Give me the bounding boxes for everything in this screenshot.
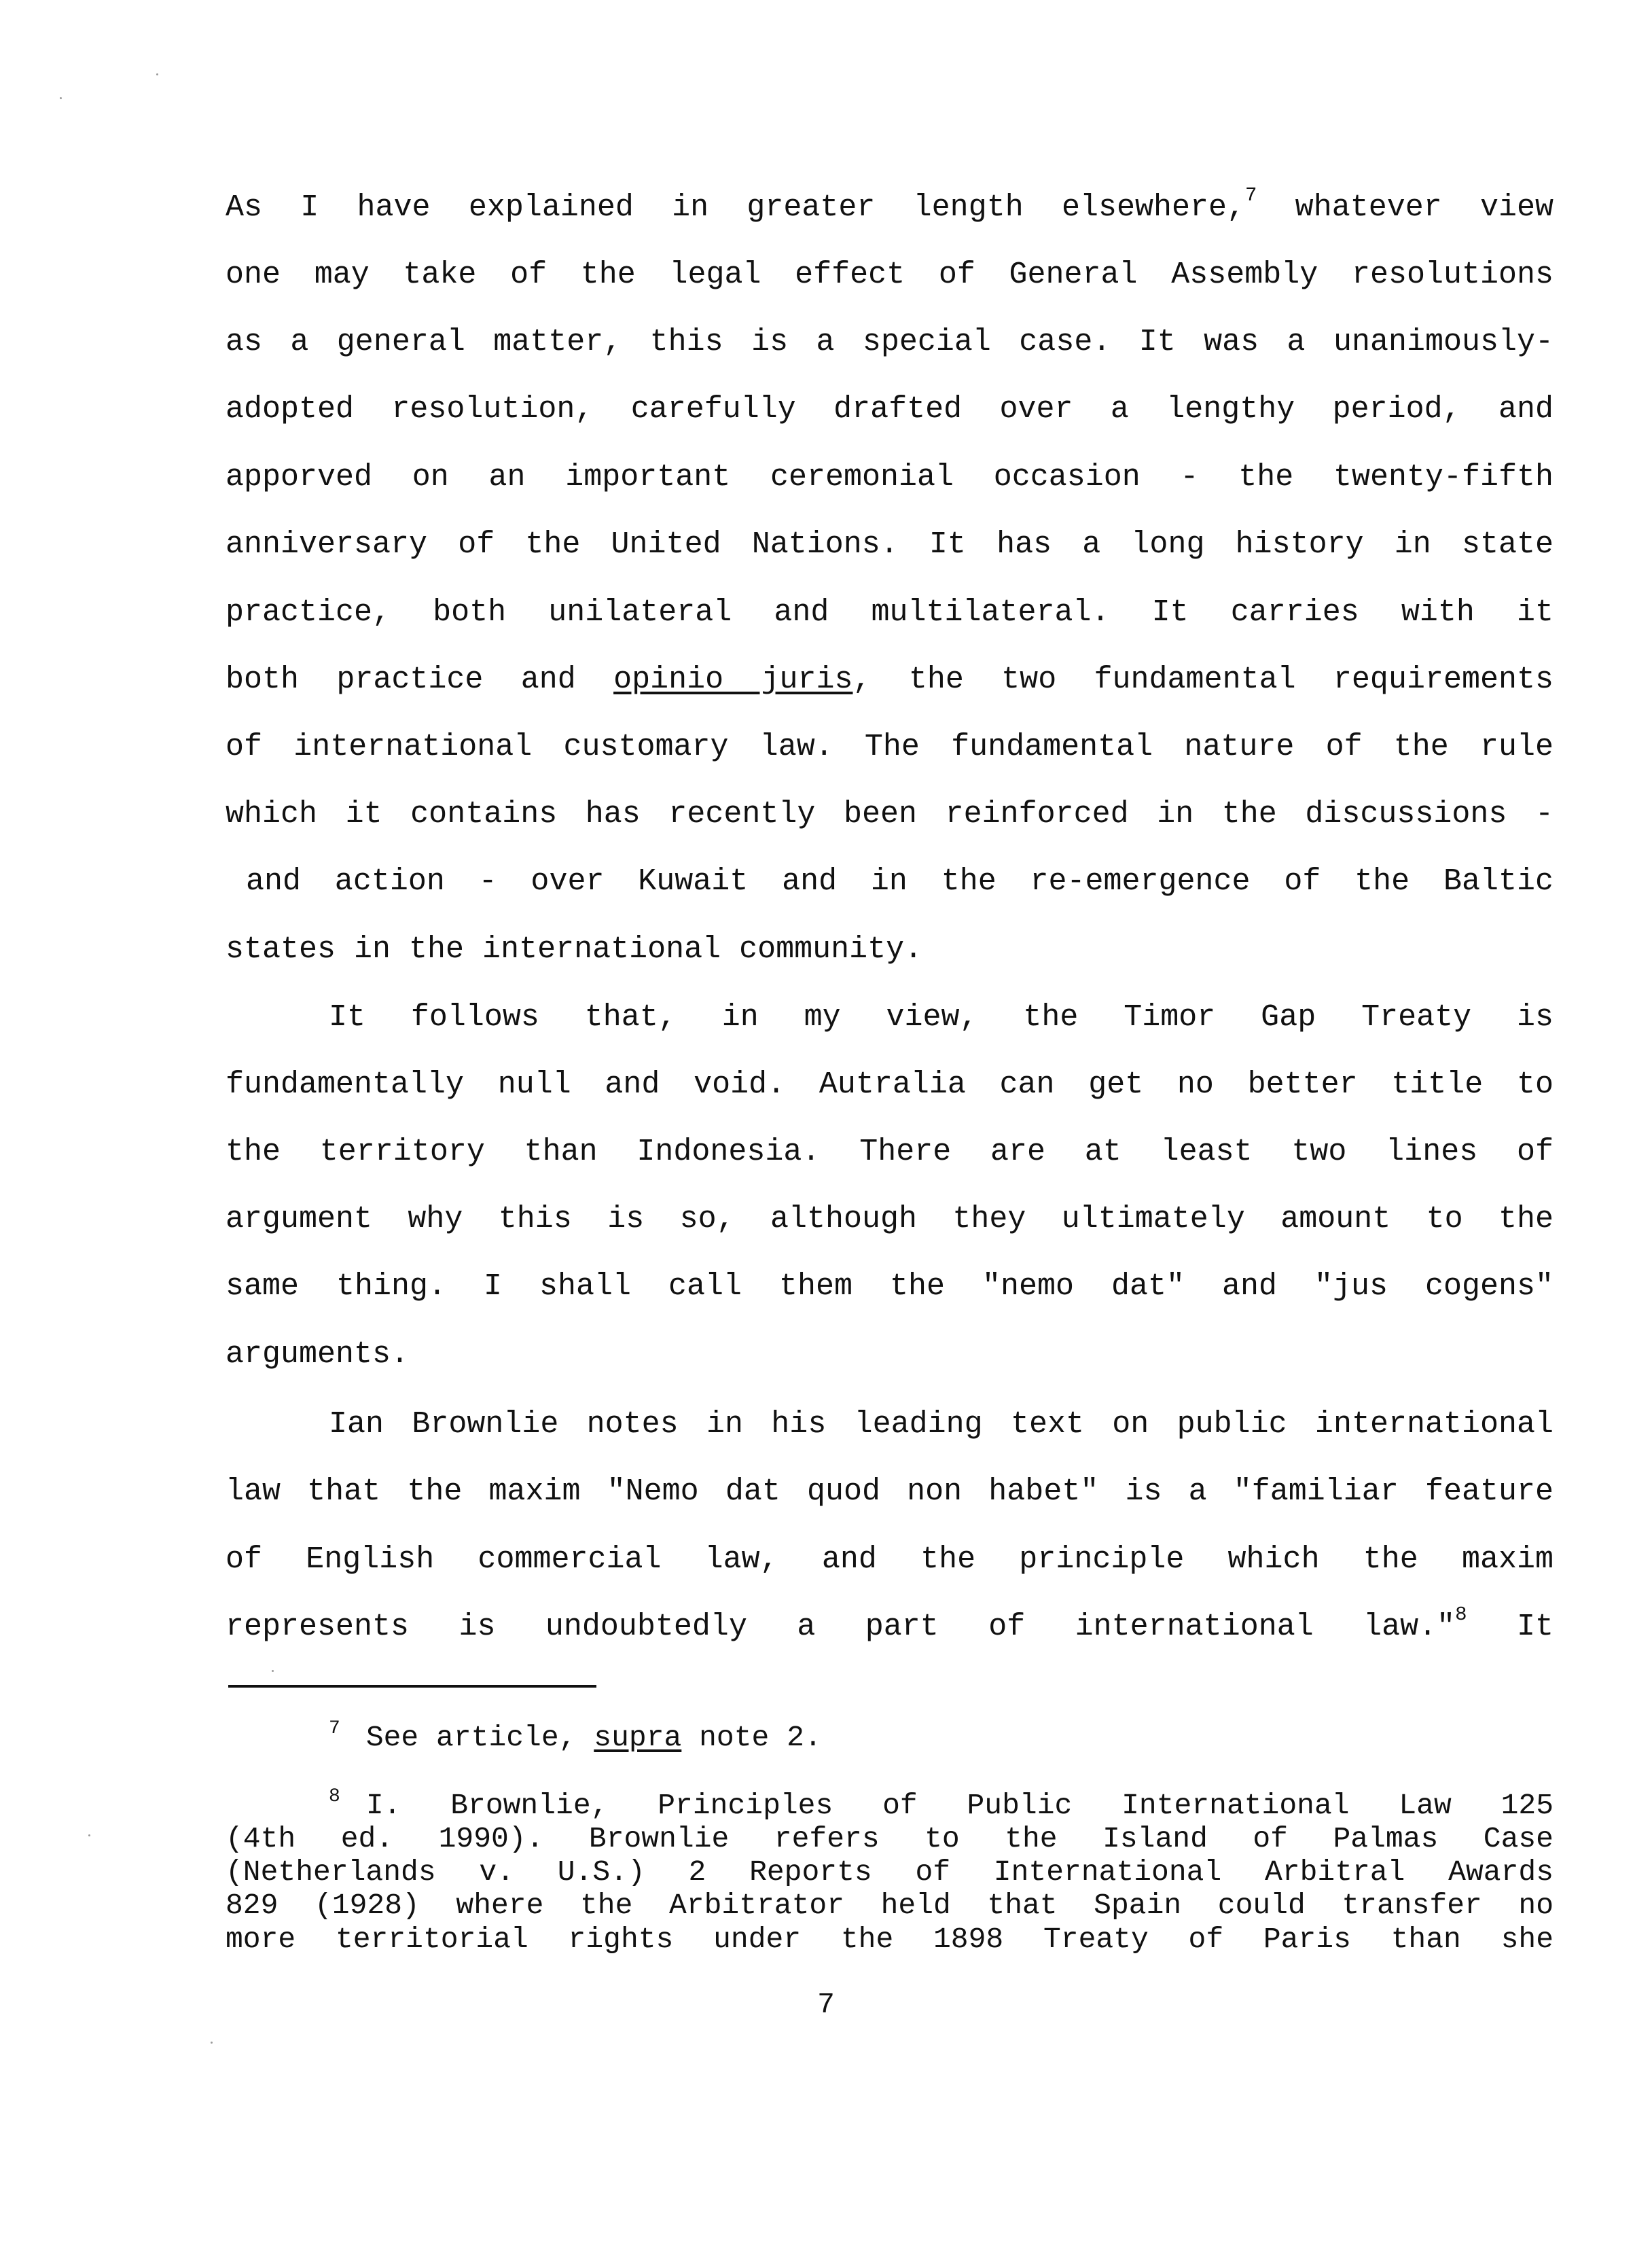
footnote-7: [329, 1718, 1554, 1754]
scan-speck: [60, 97, 62, 99]
body-line: one may take of the legal effect of General Assembly resolutions: [226, 257, 1554, 292]
footnote-mark: 8: [329, 1786, 340, 1807]
footnote-text: note 2.: [681, 1721, 822, 1754]
emphasis-underlined: supra: [594, 1721, 682, 1754]
body-line: law that the maxim "Nemo dat quod non habet" is a "familiar feature: [226, 1474, 1554, 1509]
body-line-text: , the two fundamental requirements: [852, 662, 1554, 697]
body-line: anniversary of the United Nations. It has a long history in state: [226, 527, 1554, 562]
footnote-line: 829 (1928) where the Arbitrator held that Spain could transfer no: [226, 1889, 1554, 1922]
paragraph-first-line: Ian Brownlie notes in his leading text on public international: [329, 1407, 1554, 1442]
footnote-line: (4th ed. 1990). Brownlie refers to the Island of Palmas Case: [226, 1822, 1554, 1855]
body-line: states in the international community.: [226, 932, 923, 967]
body-line: practice, both unilateral and multilateral. It carries with it: [226, 595, 1554, 630]
scan-speck: [211, 2042, 213, 2044]
footnote-8-first-line: [329, 1786, 1554, 1822]
body-line: which it contains has recently been reinforced in the discussions -: [226, 797, 1554, 832]
body-line: adopted resolution, carefully drafted over a lengthy period, and: [226, 392, 1554, 427]
emphasis-underlined: opinio juris: [613, 662, 853, 697]
paragraph-first-line: It follows that, in my view, the Timor Gap Treaty is: [329, 1000, 1554, 1035]
scan-speck: [156, 73, 158, 75]
footnote-ref-7[interactable]: 7: [1245, 184, 1257, 207]
body-line-text: both practice and: [226, 662, 614, 697]
body-line: [226, 1603, 1554, 1644]
body-line: of English commercial law, and the principle which the maxim: [226, 1542, 1554, 1577]
scan-speck: [272, 1670, 274, 1672]
body-line: the territory than Indonesia. There are at least two lines of: [226, 1135, 1554, 1169]
footnote-separator: [228, 1685, 596, 1688]
body-line: and action - over Kuwait and in the re-emergence of the Baltic: [246, 864, 1554, 899]
body-line: arguments.: [226, 1337, 410, 1372]
body-line-text: whatever view: [1257, 190, 1554, 225]
footnote-text: I. Brownlie, Principles of Public International Law 125: [365, 1789, 1554, 1822]
body-line: of international customary law. The fundamental nature of the rule: [226, 730, 1554, 764]
body-line: argument why this is so, although they ultimately amount to the: [226, 1202, 1554, 1236]
body-line-text: represents is undoubtedly a part of international law.": [226, 1609, 1456, 1644]
footnote-text: See article,: [365, 1721, 594, 1754]
body-line-text: As I have explained in greater length elsewhere,: [226, 190, 1246, 225]
footnote-line: more territorial rights under the 1898 Treaty of Paris than she: [226, 1923, 1554, 1956]
body-line: fundamentally null and void. Autralia can get no better title to: [226, 1067, 1554, 1102]
body-line: as a general matter, this is a special case. It was a unanimously-: [226, 325, 1554, 359]
scan-speck: [88, 1834, 90, 1836]
footnote-line: (Netherlands v. U.S.) 2 Reports of International Arbitral Awards: [226, 1855, 1554, 1889]
body-line: apporved on an important ceremonial occasion - the twenty-fifth: [226, 460, 1554, 495]
body-line: same thing. I shall call them the "nemo dat" and "jus cogens": [226, 1269, 1554, 1304]
body-line-text: It: [1467, 1609, 1554, 1644]
footnote-mark: 7: [329, 1718, 340, 1739]
body-line: [226, 664, 1554, 695]
page-number: 7: [817, 1988, 835, 2021]
footnote-ref-8[interactable]: 8: [1455, 1603, 1467, 1626]
body-line: [226, 184, 1554, 225]
